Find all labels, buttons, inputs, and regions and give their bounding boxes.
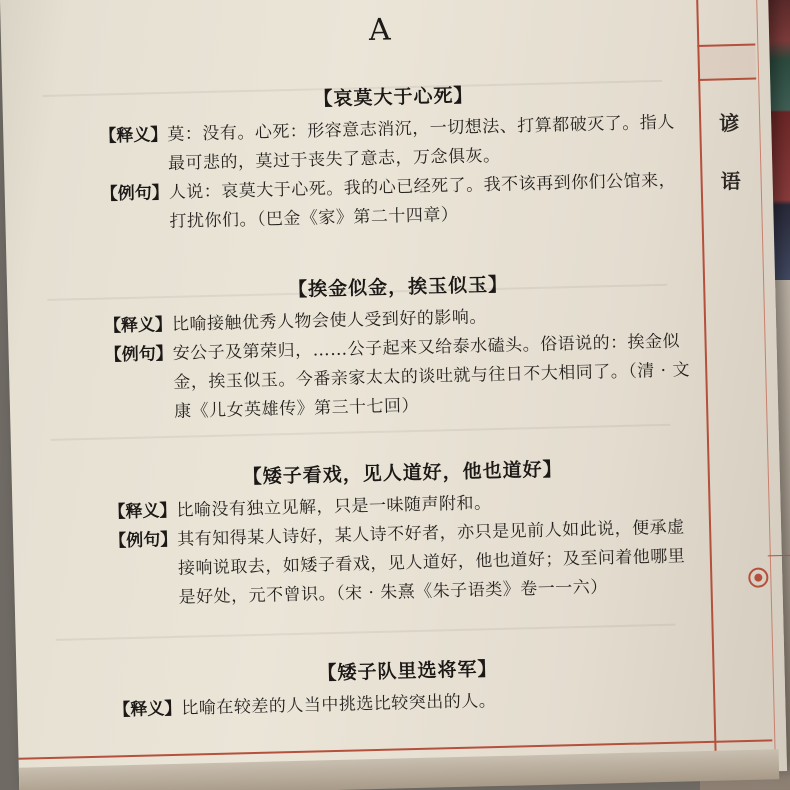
entry bbox=[98, 75, 691, 238]
example-tag: 【例句】 bbox=[109, 529, 178, 552]
example-row bbox=[109, 513, 701, 614]
definition-text: 莫：没有。心死：形容意志消沉，一切想法、打算都破灭了。指人最可悲的，莫过于丧失了意志，万念俱灰。 bbox=[167, 112, 675, 174]
section-label-char: 语 bbox=[720, 168, 741, 194]
definition-tag: 【释义】 bbox=[108, 500, 177, 523]
entry-headword: 【矮子看戏，见人道好，他也道好】 bbox=[242, 458, 563, 489]
definition-text: 比喻接触优秀人物会使人受到好的影响。 bbox=[171, 307, 488, 335]
example-text: 人说：哀莫大于心死。我的心已经死了。我不该再到你们公馆来，打扰你们。（巴金《家》第二十四章） bbox=[168, 170, 677, 232]
definition-tag: 【释义】 bbox=[113, 698, 182, 721]
definition-text: 比喻在较差的人当中挑选比较突出的人。 bbox=[181, 691, 497, 719]
definition-tag: 【释义】 bbox=[103, 314, 173, 337]
example-row bbox=[104, 327, 696, 428]
section-label bbox=[711, 94, 750, 211]
example-text: 安公子及第荣归，……公子起来又给泰水磕头。俗语说的：挨金似金，挨玉似玉。今番亲家太太的谈吐就与往日不大相同了。（清 · 文康《儿女英雄传》第三十七回） bbox=[172, 331, 691, 422]
entry-headword: 【哀莫大于心死】 bbox=[313, 84, 474, 111]
section-letter: A bbox=[368, 12, 391, 48]
definition-row bbox=[113, 682, 704, 725]
definition-tag: 【释义】 bbox=[99, 124, 168, 147]
bleed-through-line bbox=[56, 624, 676, 641]
example-tag: 【例句】 bbox=[104, 343, 173, 366]
entry bbox=[112, 649, 703, 725]
entry-headword: 【挨金似金，挨玉似玉】 bbox=[287, 273, 509, 302]
example-tag: 【例句】 bbox=[100, 182, 170, 205]
entry bbox=[107, 451, 700, 614]
margin-decoration-band bbox=[697, 44, 756, 81]
definition-text: 比喻没有独立见解，只是一味随声附和。 bbox=[176, 493, 492, 521]
example-text: 其有知得某人诗好，某人诗不好者，亦只是见前人如此说，便承虚接响说取去，如矮子看戏，见人道好，他也道好；及至问着他哪里是好处，元不曾识。（宋 · 朱熹《朱子语类》卷一一六） bbox=[176, 517, 686, 608]
entry-headword: 【矮子队里选将军】 bbox=[317, 658, 498, 685]
section-label-char: 谚 bbox=[718, 110, 740, 136]
entry bbox=[103, 265, 696, 428]
